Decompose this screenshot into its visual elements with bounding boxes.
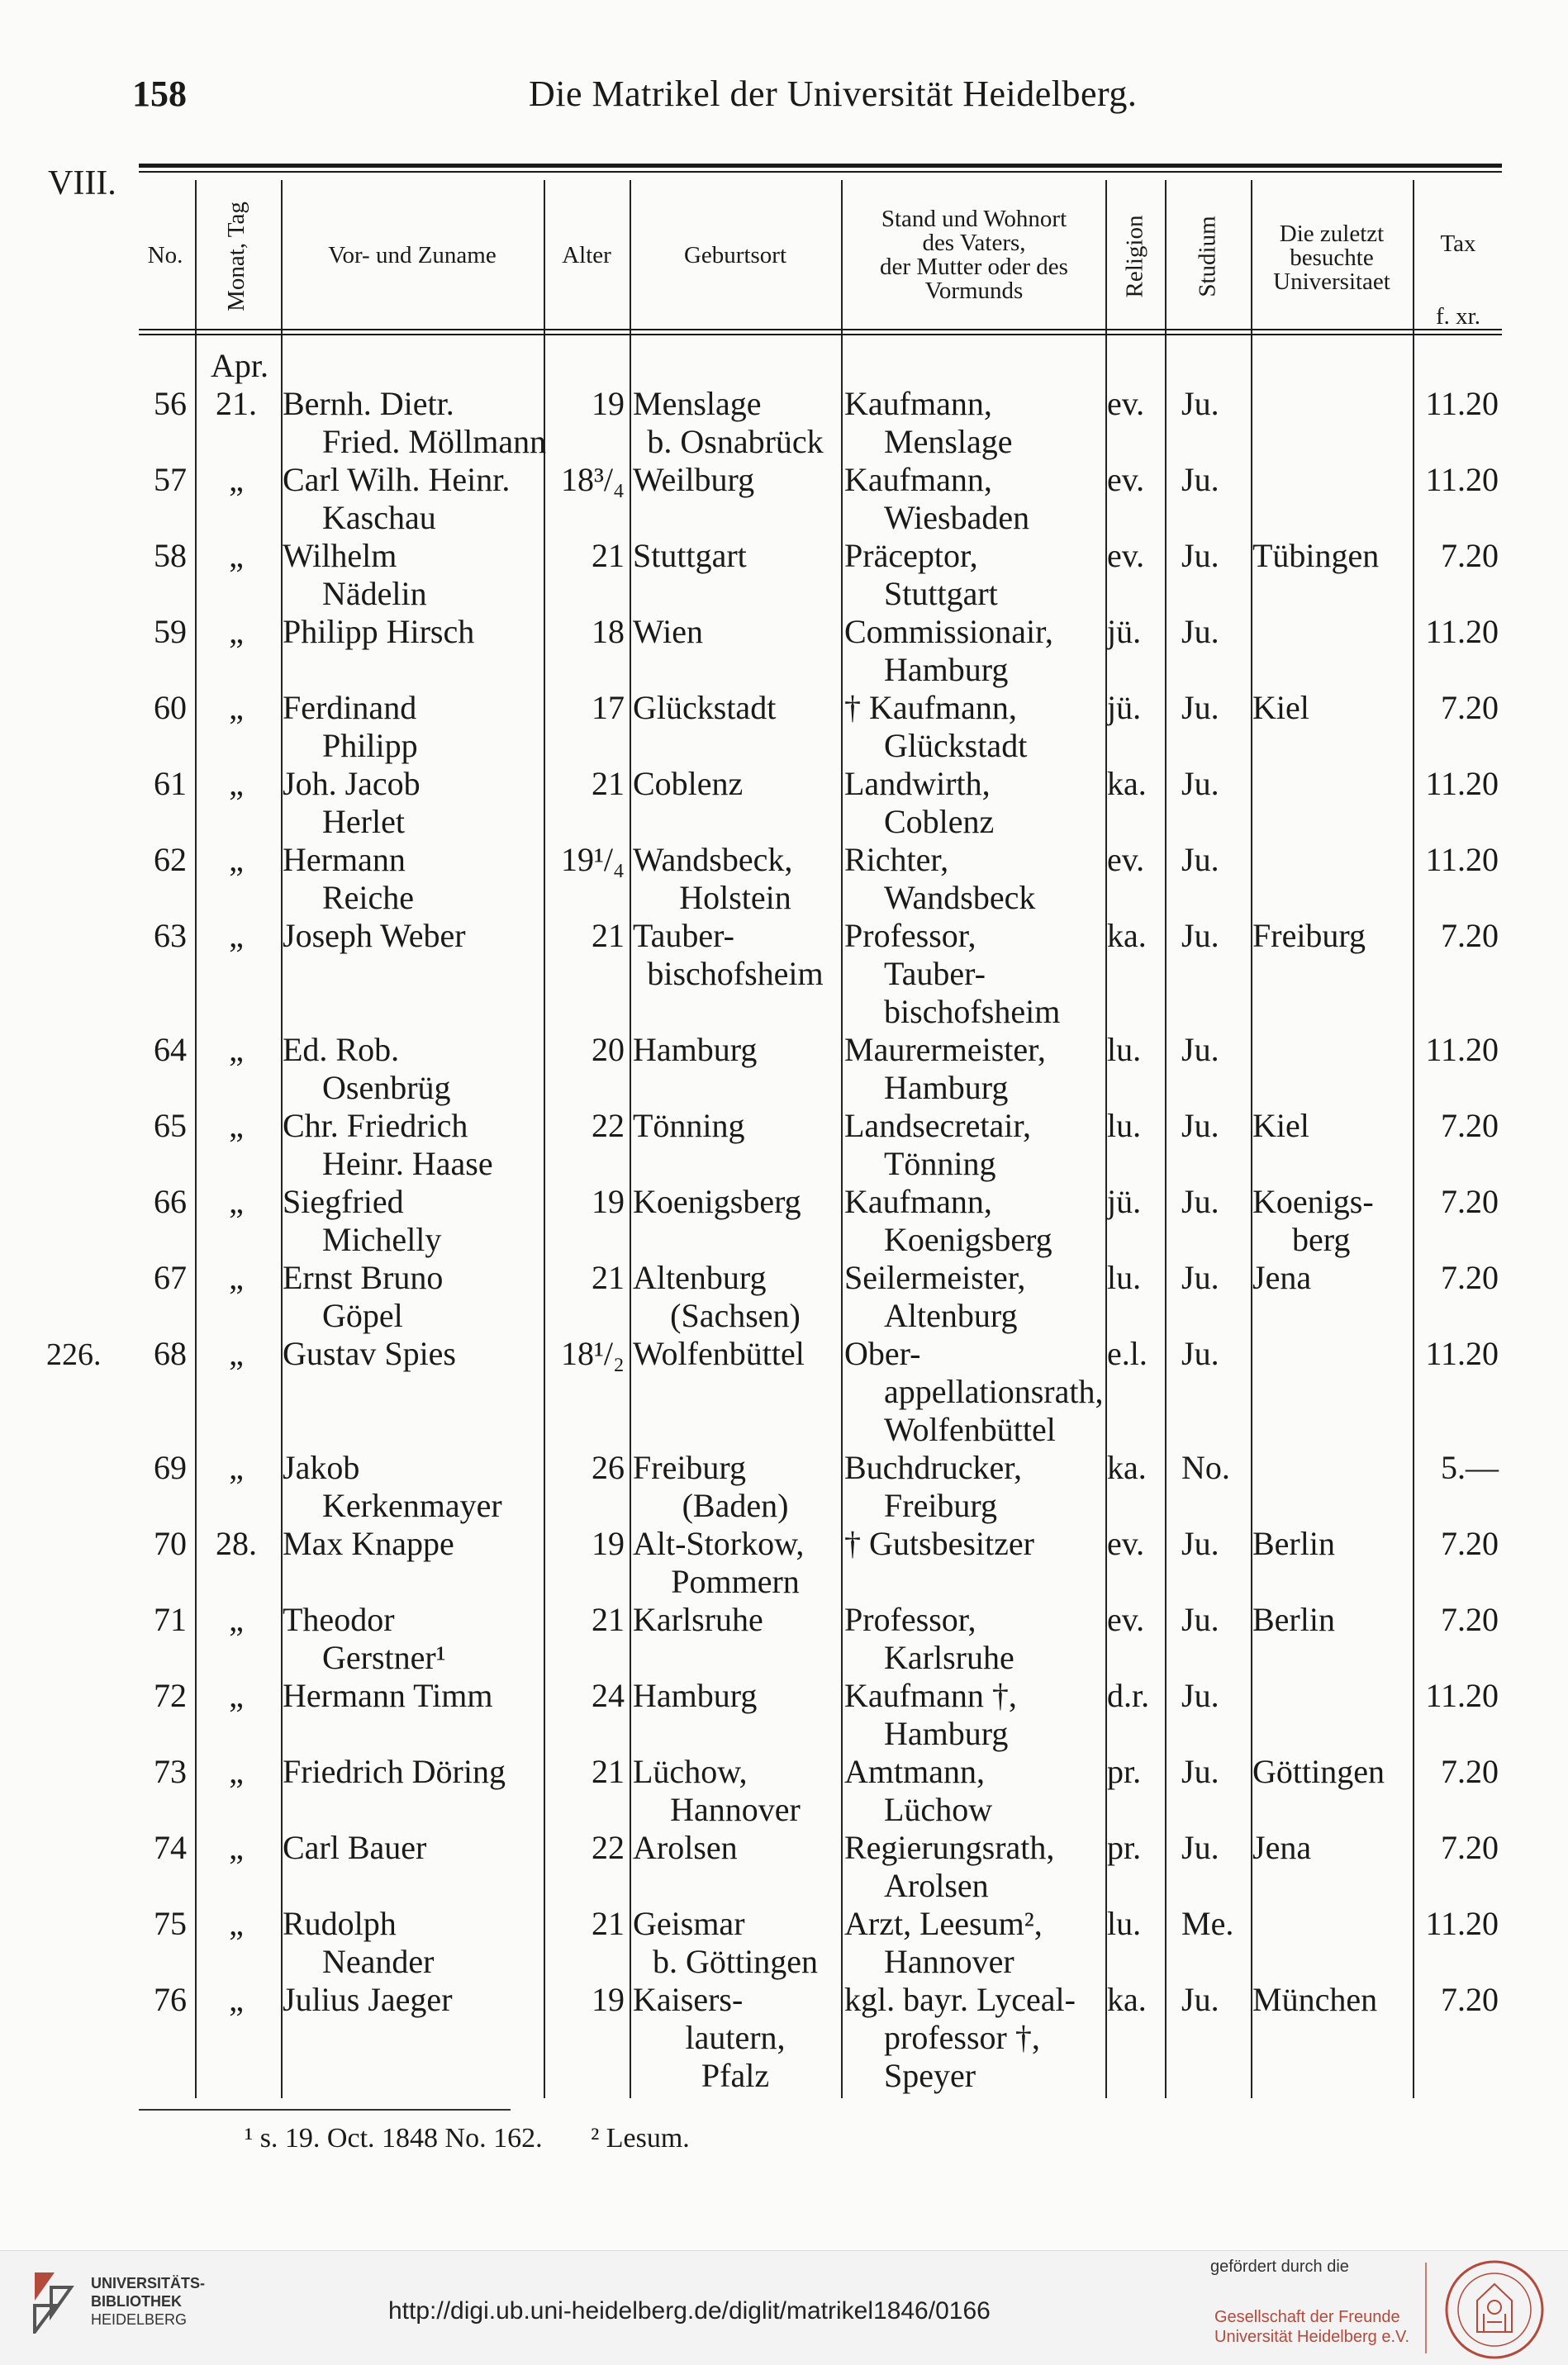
entry-geburtsort: Karlsruhe — [633, 1601, 763, 1638]
entry-no: 75 — [154, 1905, 187, 1942]
entry-stand: Wiesbaden — [884, 499, 1030, 536]
entry-stand: Arzt, Leesum², — [844, 1905, 1043, 1942]
entry-tax: 7.20 — [1441, 537, 1499, 574]
entry-universitaet: Freiburg — [1252, 917, 1366, 954]
entry-religion: pr. — [1107, 1829, 1142, 1866]
entry-stand: Tönning — [884, 1145, 996, 1182]
entry-studium: Ju. — [1181, 1259, 1219, 1296]
entry-name: Max Knappe — [283, 1525, 454, 1562]
entry-religion: e.l. — [1107, 1335, 1147, 1372]
entry-alter: 19 — [592, 1981, 625, 2018]
entry-studium: No. — [1181, 1449, 1230, 1486]
entry-stand: Präceptor, — [844, 537, 978, 574]
entry-no: 64 — [154, 1031, 187, 1068]
entry-stand: Kaufmann, — [844, 461, 992, 498]
entry-stand: Menslage — [884, 423, 1013, 460]
col-header-studium: Studium — [1194, 215, 1221, 297]
running-title: Die Matrikel der Universität Heidelberg. — [529, 74, 1138, 114]
entry-universitaet: Kiel — [1252, 1107, 1309, 1144]
entry-name: Rudolph — [283, 1905, 397, 1942]
entry-studium: Ju. — [1181, 1829, 1219, 1866]
entry-stand: professor †, — [884, 2019, 1040, 2056]
entry-date: „ — [229, 1183, 244, 1220]
entry-universitaet: berg — [1292, 1221, 1351, 1258]
entry-name: Gustav Spies — [283, 1335, 456, 1372]
entry-tax: 7.20 — [1441, 1753, 1499, 1790]
running-head — [132, 73, 1537, 122]
entry-stand: Tauber- — [884, 955, 986, 992]
entry-no: 58 — [154, 537, 187, 574]
entry-alter: 22 — [592, 1829, 625, 1866]
entry-no: 69 — [154, 1449, 187, 1486]
entry-religion: ev. — [1107, 537, 1145, 574]
entry-date: „ — [229, 1981, 244, 2018]
entry-tax: 7.20 — [1441, 1259, 1499, 1296]
entry-name: Heinr. Haase — [322, 1145, 493, 1182]
entry-geburtsort: Kaisers- — [633, 1981, 744, 2018]
entry-studium: Ju. — [1181, 1981, 1219, 2018]
entry-date: „ — [229, 1753, 244, 1790]
entry-tax: 7.20 — [1441, 1829, 1499, 1866]
entry-no: 70 — [154, 1525, 187, 1562]
header-rule-top-thin — [139, 171, 1502, 173]
entry-date: „ — [229, 841, 244, 878]
permalink-url[interactable]: http://digi.ub.uni-heidelberg.de/diglit/matrikel1846/0166 — [388, 2297, 991, 2325]
entry-name: Carl Bauer — [283, 1829, 427, 1866]
entry-no: 61 — [154, 765, 187, 802]
entry-stand: Glückstadt — [884, 727, 1028, 764]
entry-religion: d.r. — [1107, 1677, 1150, 1714]
viewer-footer — [0, 2250, 1568, 2365]
entry-date: „ — [229, 1335, 244, 1372]
entry-no: 62 — [154, 841, 187, 878]
entry-universitaet: Jena — [1252, 1829, 1312, 1866]
entry-religion: ev. — [1107, 841, 1145, 878]
entry-date: „ — [229, 1677, 244, 1714]
entry-date: „ — [229, 1829, 244, 1866]
entry-stand: Kaufmann, — [844, 1183, 992, 1220]
entry-date: „ — [229, 689, 244, 726]
entry-stand: kgl. bayr. Lyceal- — [844, 1981, 1076, 2018]
entry-name: Chr. Friedrich — [283, 1107, 468, 1144]
sponsor-name[interactable]: Gesellschaft der Freunde Universität Heidelberg e.V. — [1214, 2308, 1410, 2346]
entry-stand: † Kaufmann, — [844, 689, 1017, 726]
library-name: UNIVERSITÄTS- BIBLIOTHEK HEIDELBERG — [91, 2275, 206, 2328]
entry-religion: jü. — [1107, 613, 1142, 650]
entry-name: Ed. Rob. — [283, 1031, 400, 1068]
entry-stand: appellationsrath, — [884, 1373, 1104, 1410]
entry-alter: 19 — [592, 1183, 625, 1220]
entry-tax: 7.20 — [1441, 1183, 1499, 1220]
entry-stand: Professor, — [844, 917, 976, 954]
entry-alter: 18³/₄ — [560, 461, 625, 498]
entry-religion: ka. — [1107, 765, 1147, 802]
entry-alter: 21 — [592, 765, 625, 802]
entry-no: 74 — [154, 1829, 187, 1866]
entry-geburtsort: Menslage — [633, 385, 762, 422]
entry-name: Neander — [322, 1943, 435, 1980]
col-header-stand-line: Stand und Wohnort — [881, 206, 1067, 232]
entry-geburtsort: Wolfenbüttel — [633, 1335, 805, 1372]
entry-name: Hermann — [283, 841, 406, 878]
entry-stand: Professor, — [844, 1601, 976, 1638]
entry-stand: Ober- — [844, 1335, 921, 1372]
col-header-tax-unit: f. xr. — [1436, 303, 1480, 330]
entry-date: 28. — [216, 1525, 257, 1562]
col-header-stand-line: Vormunds — [924, 278, 1024, 304]
entry-name: Carl Wilh. Heinr. — [283, 461, 511, 498]
entry-alter: 22 — [592, 1107, 625, 1144]
entry-no: 68 — [154, 1335, 187, 1372]
entry-date: „ — [229, 1031, 244, 1068]
entry-stand: Stuttgart — [884, 575, 998, 612]
entry-geburtsort: Pommern — [671, 1563, 800, 1600]
entry-name: Kaschau — [322, 499, 436, 536]
header-rule-bottom-thin — [139, 334, 1502, 335]
entry-religion: ka. — [1107, 917, 1147, 954]
footnote-rule — [139, 2109, 511, 2111]
entry-tax: 11.20 — [1425, 1031, 1499, 1068]
entry-tax: 7.20 — [1441, 689, 1499, 726]
entry-stand: Hamburg — [884, 1069, 1009, 1106]
col-header-stand-line: des Vaters, — [922, 230, 1026, 256]
entry-name: Joh. Jacob — [283, 765, 421, 802]
entry-name: Gerstner¹ — [322, 1639, 446, 1676]
entry-stand: Koenigsberg — [884, 1221, 1052, 1258]
entry-no: 57 — [154, 461, 187, 498]
entry-stand: Kaufmann †, — [844, 1677, 1017, 1714]
entry-name: Michelly — [322, 1221, 442, 1258]
entry-studium: Ju. — [1181, 841, 1219, 878]
entry-stand: Lüchow — [884, 1791, 993, 1828]
entry-name: Ferdinand — [283, 689, 417, 726]
entry-religion: lu. — [1107, 1905, 1142, 1942]
entry-stand: bischofsheim — [884, 993, 1061, 1030]
entry-stand: Hannover — [884, 1943, 1014, 1980]
entry-name: Bernh. Dietr. — [283, 385, 454, 422]
entry-no: 71 — [154, 1601, 187, 1638]
entry-date: 21. — [216, 385, 257, 422]
page-number: 158 — [132, 74, 187, 114]
entry-name: Joseph Weber — [283, 917, 466, 954]
entry-religion: ev. — [1107, 1525, 1145, 1562]
entry-studium: Ju. — [1181, 689, 1219, 726]
entry-date: „ — [229, 461, 244, 498]
footnote-2: ² Lesum. — [591, 2123, 690, 2154]
entry-name: Kerkenmayer — [322, 1487, 502, 1524]
entry-religion: lu. — [1107, 1107, 1142, 1144]
entry-universitaet: Berlin — [1252, 1601, 1335, 1638]
entry-geburtsort: Arolsen — [633, 1829, 738, 1866]
entry-alter: 19 — [592, 1525, 625, 1562]
entry-stand: Commissionair, — [844, 613, 1053, 650]
entry-studium: Ju. — [1181, 1677, 1219, 1714]
entry-geburtsort: bischofsheim — [647, 955, 824, 992]
entry-stand: Hamburg — [884, 651, 1009, 688]
entry-no: 59 — [154, 613, 187, 650]
entry-alter: 24 — [592, 1677, 625, 1714]
entry-no: 67 — [154, 1259, 187, 1296]
entry-geburtsort: (Sachsen) — [670, 1297, 801, 1334]
entry-stand: Regierungsrath, — [844, 1829, 1055, 1866]
entry-tax: 11.20 — [1425, 1335, 1499, 1372]
header-rule-top — [139, 164, 1502, 168]
entry-date: „ — [229, 1107, 244, 1144]
entry-religion: ev. — [1107, 1601, 1145, 1638]
entry-universitaet: Tübingen — [1252, 537, 1380, 574]
entry-geburtsort: Hamburg — [633, 1031, 758, 1068]
entry-geburtsort: Holstein — [679, 879, 791, 916]
entry-studium: Ju. — [1181, 613, 1219, 650]
entry-date: „ — [229, 1259, 244, 1296]
university-seal-icon — [1444, 2259, 1545, 2360]
entry-geburtsort: b. Osnabrück — [647, 423, 824, 460]
entry-stand: Hamburg — [884, 1715, 1009, 1752]
column-rule — [630, 180, 631, 2098]
entry-stand: Speyer — [884, 2057, 976, 2094]
entry-stand: Landwirth, — [844, 765, 991, 802]
entry-alter: 21 — [592, 1753, 625, 1790]
entry-alter: 26 — [592, 1449, 625, 1486]
entry-name: Reiche — [322, 879, 415, 916]
entry-date: „ — [229, 537, 244, 574]
entry-alter: 21 — [592, 1601, 625, 1638]
section-mark: VIII. — [48, 164, 116, 202]
entry-geburtsort: Hamburg — [633, 1677, 758, 1714]
entry-stand: Altenburg — [884, 1297, 1018, 1334]
entry-tax: 11.20 — [1425, 1677, 1499, 1714]
entry-name: Fried. Möllmann — [322, 423, 547, 460]
entry-geburtsort: Wien — [633, 613, 704, 650]
entry-geburtsort: lautern, — [685, 2019, 786, 2056]
entry-name: Siegfried — [283, 1183, 404, 1220]
entry-religion: pr. — [1107, 1753, 1142, 1790]
entry-geburtsort: Wandsbeck, — [633, 841, 793, 878]
entry-tax: 11.20 — [1425, 613, 1499, 650]
entry-no: 60 — [154, 689, 187, 726]
entry-date: „ — [229, 613, 244, 650]
footer-divider — [1425, 2263, 1427, 2353]
entry-stand: Landsecretair, — [844, 1107, 1032, 1144]
entry-name: Osenbrüg — [322, 1069, 451, 1106]
entry-studium: Ju. — [1181, 1031, 1219, 1068]
entry-geburtsort: Tönning — [633, 1107, 745, 1144]
entry-no: 73 — [154, 1753, 187, 1790]
col-header-geburtsort: Geburtsort — [683, 242, 787, 268]
entry-geburtsort: Freiburg — [633, 1449, 747, 1486]
entry-no: 56 — [154, 385, 187, 422]
entry-religion: ev. — [1107, 461, 1145, 498]
entry-geburtsort: (Baden) — [682, 1487, 789, 1524]
entry-alter: 20 — [592, 1031, 625, 1068]
entry-universitaet: Kiel — [1252, 689, 1309, 726]
col-header-monat-tag: Monat, Tag — [222, 201, 249, 311]
margin-reference: 226. — [46, 1337, 102, 1372]
entry-name: Theodor — [283, 1601, 395, 1638]
entry-stand: Seilermeister, — [844, 1259, 1026, 1296]
entry-universitaet: Koenigs- — [1252, 1183, 1374, 1220]
entry-stand: Wolfenbüttel — [884, 1411, 1056, 1448]
column-rule — [1165, 180, 1166, 2098]
entry-name: Wilhelm — [283, 537, 397, 574]
entry-alter: 17 — [592, 689, 625, 726]
entry-geburtsort: Altenburg — [633, 1259, 767, 1296]
entry-tax: 11.20 — [1425, 765, 1499, 802]
entry-tax: 11.20 — [1425, 385, 1499, 422]
entry-name: Nädelin — [322, 575, 427, 612]
entry-stand: Maurermeister, — [844, 1031, 1046, 1068]
col-header-universitaet-line: Universitaet — [1273, 268, 1390, 295]
col-header-universitaet-line: Die zuletzt — [1279, 221, 1385, 247]
entry-studium: Ju. — [1181, 917, 1219, 954]
entry-religion: jü. — [1107, 1183, 1142, 1220]
entry-alter: 19¹/₄ — [560, 841, 625, 878]
entry-studium: Me. — [1181, 1905, 1234, 1942]
entry-date: „ — [229, 765, 244, 802]
entry-tax: 7.20 — [1441, 1525, 1499, 1562]
entry-studium: Ju. — [1181, 1335, 1219, 1372]
entry-name: Philipp Hirsch — [283, 613, 475, 650]
entry-tax: 7.20 — [1441, 1107, 1499, 1144]
entry-tax: 7.20 — [1441, 917, 1499, 954]
entry-geburtsort: Weilburg — [633, 461, 755, 498]
entry-no: 63 — [154, 917, 187, 954]
column-rule — [841, 180, 843, 2098]
entry-name: Philipp — [322, 727, 418, 764]
entry-geburtsort: b. Göttingen — [653, 1943, 818, 1980]
entry-name: Friedrich Döring — [283, 1753, 506, 1790]
entry-no: 76 — [154, 1981, 187, 2018]
library-logo-icon — [30, 2268, 76, 2334]
entry-name: Göpel — [322, 1297, 403, 1334]
entry-studium: Ju. — [1181, 461, 1219, 498]
header-rule-bottom — [139, 329, 1502, 330]
entry-studium: Ju. — [1181, 537, 1219, 574]
entry-tax: 11.20 — [1425, 461, 1499, 498]
entry-name: Ernst Bruno — [283, 1259, 444, 1296]
entry-name: Herlet — [322, 803, 405, 840]
entry-name: Hermann Timm — [283, 1677, 493, 1714]
entry-stand: Karlsruhe — [884, 1639, 1014, 1676]
entry-stand: Amtmann, — [844, 1753, 985, 1790]
entry-date: „ — [229, 1905, 244, 1942]
entry-religion: jü. — [1107, 689, 1142, 726]
entry-tax: 7.20 — [1441, 1981, 1499, 2018]
entry-date: „ — [229, 917, 244, 954]
entry-universitaet: Göttingen — [1252, 1753, 1385, 1790]
col-header-tax: Tax — [1440, 230, 1476, 257]
entry-religion: ev. — [1107, 385, 1145, 422]
entry-geburtsort: Lüchow, — [633, 1753, 748, 1790]
entry-alter: 21 — [592, 1905, 625, 1942]
entry-alter: 21 — [592, 917, 625, 954]
entry-universitaet: München — [1252, 1981, 1378, 2018]
entry-name: Jakob — [283, 1449, 360, 1486]
entry-religion: lu. — [1107, 1259, 1142, 1296]
entry-tax: 5.— — [1441, 1449, 1499, 1486]
entry-studium: Ju. — [1181, 1601, 1219, 1638]
entry-tax: 11.20 — [1425, 841, 1499, 878]
entry-geburtsort: Geismar — [633, 1905, 745, 1942]
entry-alter: 21 — [592, 537, 625, 574]
sponsor-caption: gefördert durch die — [1210, 2258, 1349, 2276]
footnote-1: ¹ s. 19. Oct. 1848 No. 162. — [245, 2123, 543, 2154]
col-header-name: Vor- und Zuname — [328, 242, 497, 268]
entry-stand: Wandsbeck — [884, 879, 1036, 916]
entry-no: 65 — [154, 1107, 187, 1144]
col-header-no: No. — [147, 242, 183, 268]
entry-stand: Kaufmann, — [844, 385, 992, 422]
entry-studium: Ju. — [1181, 1107, 1219, 1144]
entry-religion: ka. — [1107, 1981, 1147, 2018]
col-header-religion: Religion — [1121, 215, 1148, 297]
entry-alter: 21 — [592, 1259, 625, 1296]
entry-stand: † Gutsbesitzer — [844, 1525, 1034, 1562]
entry-geburtsort: Pfalz — [701, 2057, 770, 2094]
entry-universitaet: Jena — [1252, 1259, 1312, 1296]
col-header-universitaet-line: besuchte — [1290, 245, 1374, 271]
entry-geburtsort: Hannover — [670, 1791, 801, 1828]
entry-stand: Arolsen — [884, 1867, 989, 1904]
entry-studium: Ju. — [1181, 1183, 1219, 1220]
entry-tax: 11.20 — [1425, 1905, 1499, 1942]
entry-studium: Ju. — [1181, 765, 1219, 802]
entry-tax: 7.20 — [1441, 1601, 1499, 1638]
entry-stand: Freiburg — [884, 1487, 998, 1524]
col-header-stand-line: der Mutter oder des — [880, 254, 1068, 280]
entry-geburtsort: Glückstadt — [633, 689, 777, 726]
entry-stand: Richter, — [844, 841, 949, 878]
entry-religion: lu. — [1107, 1031, 1142, 1068]
entry-alter: 19 — [592, 385, 625, 422]
entry-studium: Ju. — [1181, 1525, 1219, 1562]
entry-stand: Buchdrucker, — [844, 1449, 1022, 1486]
entry-name: Julius Jaeger — [283, 1981, 453, 2018]
entry-geburtsort: Coblenz — [633, 765, 744, 802]
entry-geburtsort: Stuttgart — [633, 537, 747, 574]
entry-geburtsort: Tauber- — [633, 917, 734, 954]
entry-geburtsort: Koenigsberg — [633, 1183, 801, 1220]
entry-no: 72 — [154, 1677, 187, 1714]
entry-religion: ka. — [1107, 1449, 1147, 1486]
footnotes — [245, 2123, 731, 2154]
entry-universitaet: Berlin — [1252, 1525, 1335, 1562]
entry-alter: 18¹/₂ — [560, 1335, 625, 1372]
entry-studium: Ju. — [1181, 1753, 1219, 1790]
col-header-alter: Alter — [562, 242, 611, 268]
entry-geburtsort: Alt-Storkow, — [633, 1525, 805, 1562]
month-label: Apr. — [211, 347, 268, 384]
entry-no: 66 — [154, 1183, 187, 1220]
entry-alter: 18 — [592, 613, 625, 650]
entry-stand: Coblenz — [884, 803, 995, 840]
entry-date: „ — [229, 1449, 244, 1486]
entry-date: „ — [229, 1601, 244, 1638]
entry-studium: Ju. — [1181, 385, 1219, 422]
